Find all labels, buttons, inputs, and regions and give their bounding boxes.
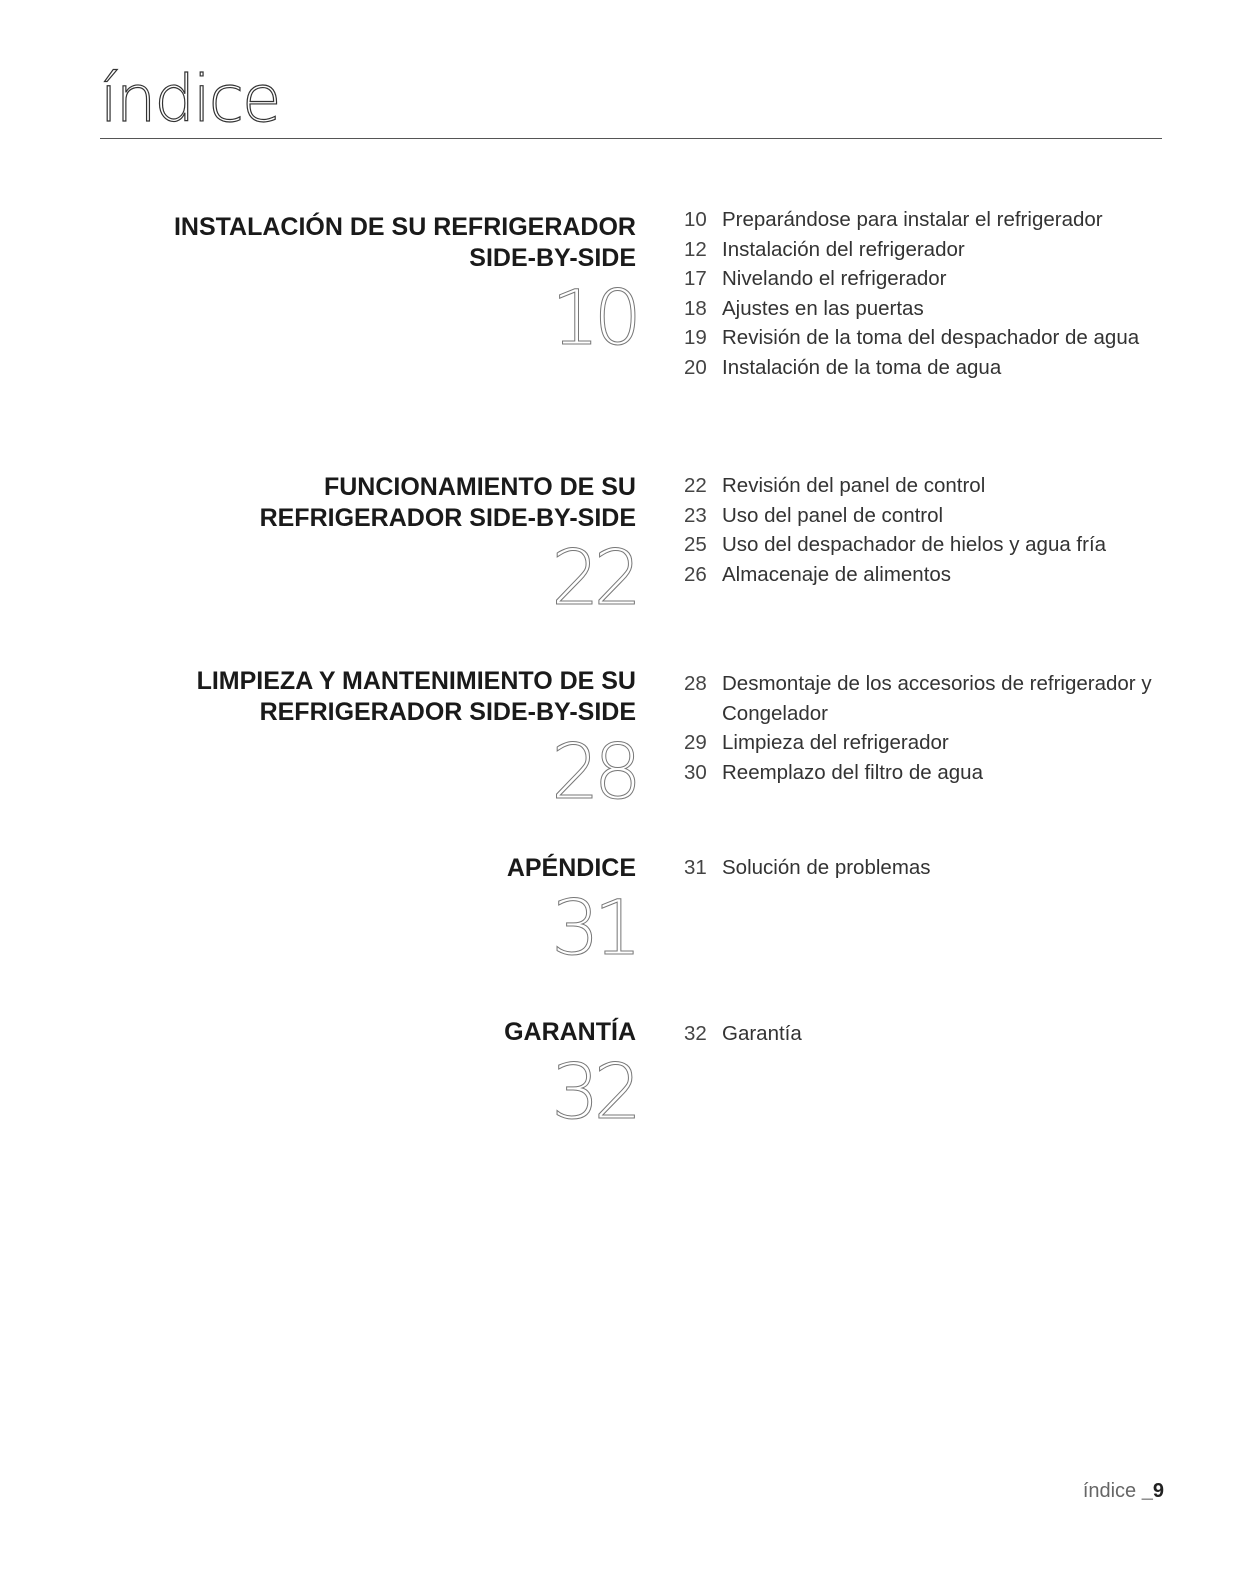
section-heading-line: APÉNDICE	[506, 854, 636, 882]
toc-entry[interactable]	[684, 235, 1164, 265]
section-heading	[120, 666, 636, 728]
toc-entry-page: 18	[684, 296, 707, 320]
toc-entry-title: Instalación del refrigerador	[722, 237, 965, 261]
toc-entry-page: 28	[684, 672, 707, 695]
title-divider	[100, 138, 1162, 139]
section-heading-line: REFRIGERADOR SIDE-BY-SIDE	[259, 698, 636, 726]
section-heading	[120, 853, 636, 884]
section-heading-line: LIMPIEZA Y MANTENIMIENTO DE SU	[196, 667, 636, 695]
toc-entry[interactable]	[684, 323, 1164, 353]
toc-entry[interactable]	[684, 530, 1164, 560]
section-entry-list	[684, 853, 1164, 883]
section-entry-list	[684, 669, 1164, 787]
toc-entry-page: 19	[684, 326, 707, 349]
toc-entry-title: Almacenaje de alimentos	[722, 562, 952, 586]
section-heading	[120, 1017, 636, 1048]
toc-entry-page: 29	[684, 731, 707, 754]
toc-entry-title: Revisión del panel de control	[722, 474, 986, 497]
toc-entry-page: 12	[684, 237, 707, 261]
toc-entry-page: 32	[684, 1022, 707, 1045]
toc-entry[interactable]	[684, 758, 1164, 788]
toc-entry[interactable]	[684, 264, 1164, 294]
toc-entry-page: 30	[684, 760, 707, 784]
page-footer	[1083, 1480, 1164, 1503]
toc-entry-page: 31	[684, 856, 707, 879]
section-heading-block	[120, 212, 636, 362]
toc-entry[interactable]	[684, 353, 1164, 383]
toc-entry-page: 26	[684, 562, 707, 586]
toc-entry-page: 20	[684, 355, 707, 379]
toc-entry-title: Revisión de la toma del despachador de agua	[722, 326, 1140, 349]
section-heading-block	[120, 666, 636, 816]
toc-entry-title: Limpieza del refrigerador	[722, 731, 949, 754]
section-heading	[120, 472, 636, 534]
footer-page-number: _9	[1141, 1480, 1164, 1502]
toc-entry[interactable]	[684, 669, 1164, 728]
toc-entry[interactable]	[684, 1019, 1164, 1049]
toc-entry-title: Ajustes en las puertas	[722, 296, 924, 320]
toc-entry-page: 23	[684, 503, 707, 527]
section-heading	[120, 212, 636, 274]
toc-entry[interactable]	[684, 728, 1164, 758]
section-heading-block	[120, 853, 636, 972]
section-heading-line: FUNCIONAMIENTO DE SU	[323, 473, 636, 501]
toc-entry-title: Uso del despachador de hielos y agua fría	[722, 533, 1107, 556]
section-start-number: 32	[551, 1047, 636, 1136]
section-heading-line: SIDE-BY-SIDE	[469, 244, 636, 272]
section-heading-line: REFRIGERADOR SIDE-BY-SIDE	[259, 504, 636, 532]
toc-entry-title: Instalación de la toma de agua	[722, 355, 1002, 379]
toc-entry[interactable]	[684, 471, 1164, 501]
section-start-number: 28	[551, 727, 636, 816]
toc-entry-title: Nivelando el refrigerador	[722, 267, 947, 290]
section-start-number: 31	[551, 883, 636, 972]
toc-entry[interactable]	[684, 294, 1164, 324]
toc-entry-page: 22	[684, 474, 707, 497]
section-entry-list	[684, 471, 1164, 589]
toc-entry-page: 17	[684, 267, 707, 290]
toc-entry-title: Garantía	[722, 1022, 802, 1045]
page-title: índice	[100, 63, 280, 137]
toc-entry-title: Preparándose para instalar el refrigerador	[722, 208, 1103, 231]
section-heading-block	[120, 472, 636, 622]
toc-entry-title: Desmontaje de los accesorios de refrigerador y Congelador	[722, 672, 1152, 725]
section-entry-list	[684, 205, 1164, 382]
section-heading-line: GARANTÍA	[504, 1018, 636, 1046]
toc-entry-page: 25	[684, 533, 707, 556]
section-heading-line: INSTALACIÓN DE SU REFRIGERADOR	[173, 213, 636, 241]
section-entry-list	[684, 1019, 1164, 1049]
toc-entry-title: Solución de problemas	[722, 856, 931, 879]
footer-label: índice	[1082, 1480, 1137, 1502]
toc-entry-title: Uso del panel de control	[722, 503, 944, 527]
toc-entry-page: 10	[684, 208, 707, 231]
toc-entry[interactable]	[684, 501, 1164, 531]
toc-entry[interactable]	[684, 560, 1164, 590]
toc-entry[interactable]	[684, 205, 1164, 235]
section-start-number: 22	[551, 533, 636, 622]
section-start-number: 10	[551, 273, 636, 362]
toc-entry-title: Reemplazo del filtro de agua	[722, 760, 983, 784]
section-heading-block	[120, 1017, 636, 1136]
toc-entry[interactable]	[684, 853, 1164, 883]
